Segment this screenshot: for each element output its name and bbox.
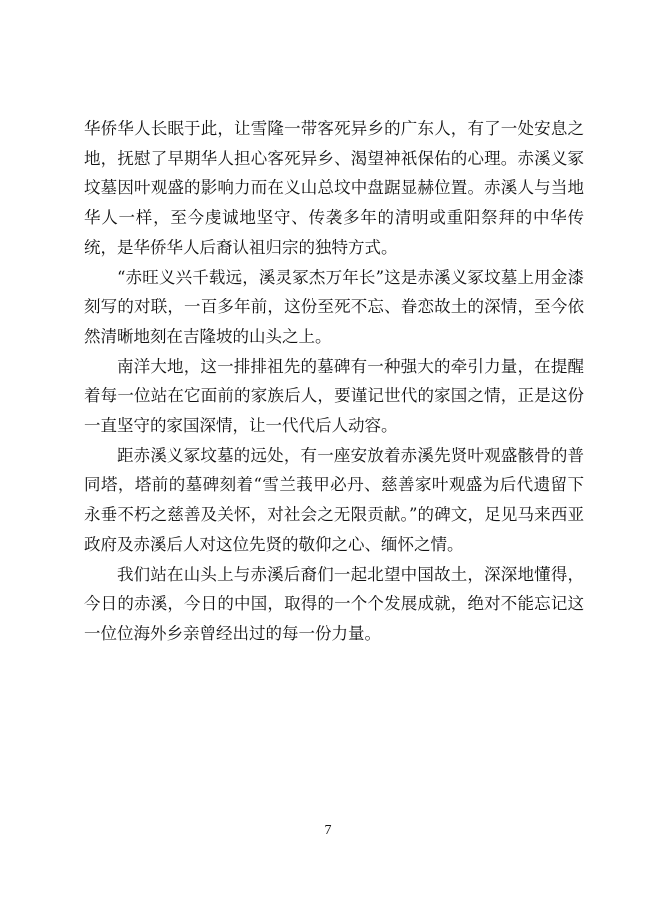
paragraph-1: 华侨华人长眠于此，让雪隆一带客死异乡的广东人，有了一处安息之地，抚慰了早期华人担心客死异乡、渴望神祇保佑的心理。赤溪义冢坟墓因叶观盛的影响力而在义山总坟中盘踞显赫位置。赤溪人与当地华人一样，至今虔诚地坚守、传袭多年的清明或重阳祭拜的中华传统，是华侨华人后裔认祖归宗的独特方式。: [84, 119, 584, 257]
paragraph-4: 距赤溪义冢坟墓的远处，有一座安放着赤溪先贤叶观盛骸骨的普同塔，塔前的墓碑刻着“雪兰莪甲必丹、慈善家叶观盛为后代遗留下永垂不朽之慈善及关怀，对社会之无限贡献。”的碑文，足见马来西亚政府及赤溪后人对这位先贤的敬仰之心、缅怀之情。: [84, 445, 584, 554]
page-number: 7: [324, 823, 332, 838]
body-text: [84, 114, 584, 649]
paragraph-3: 南洋大地，这一排排祖先的墓碑有一种强大的牵引力量，在提醒着每一位站在它面前的家族后人，要谨记世代的家国之情，正是这份一直坚守的家国深情，让一代代后人动容。: [84, 356, 584, 436]
paragraph-2: “赤旺义兴千载远，溪灵冢杰万年长”这是赤溪义冢坟墓上用金漆刻写的对联，一百多年前，这份至死不忘、眷恋故土的深情，至今依然清晰地刻在吉隆坡的山头之上。: [84, 267, 584, 346]
paragraph-5: 我们站在山头上与赤溪后裔们一起北望中国故土，深深地懂得，今日的赤溪，今日的中国，取得的一个个发展成就，绝对不能忘记这一位位海外乡亲曾经出过的每一份力量。: [84, 564, 584, 643]
